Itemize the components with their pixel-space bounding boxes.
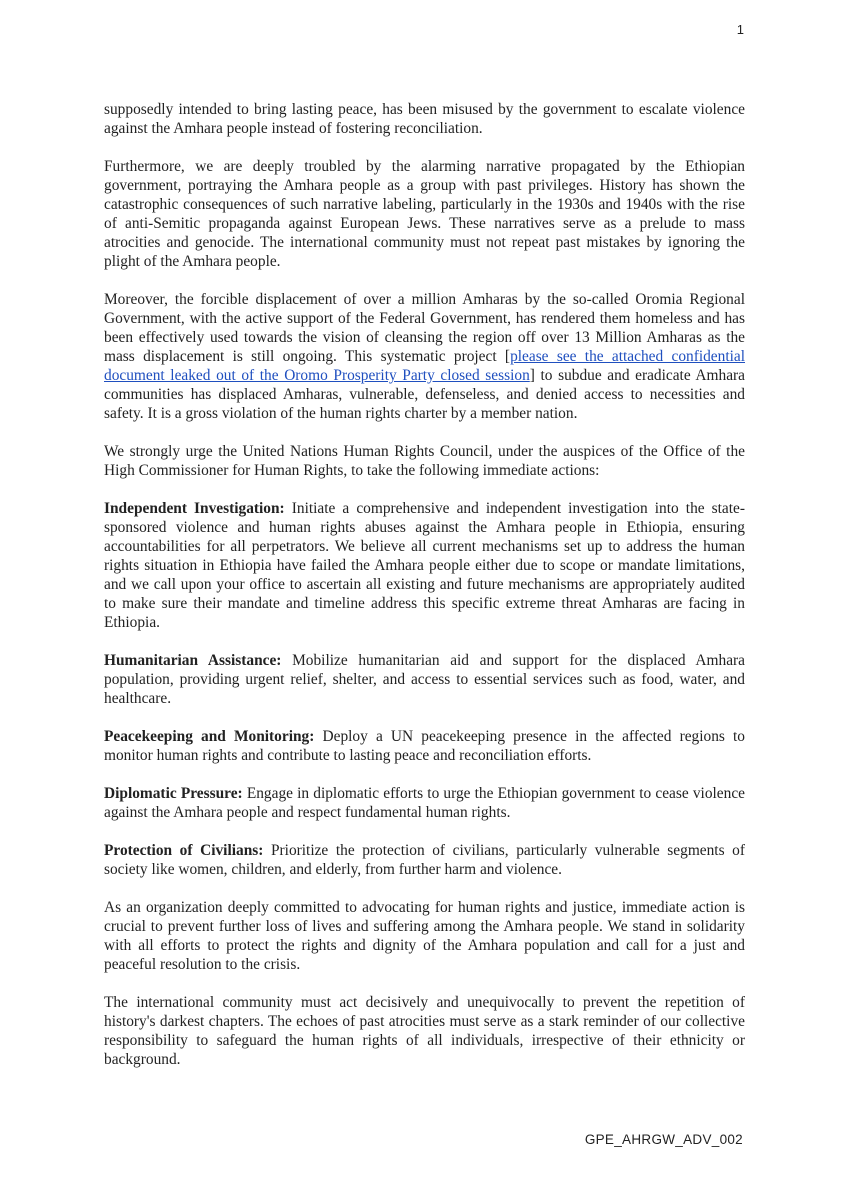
action-text: Engage in diplomatic efforts to urge the Ethiopian government to cease violence against the Amhara people and respect fundamental human rights.	[104, 785, 745, 821]
letter-body	[104, 100, 745, 1088]
paragraph-displacement	[104, 290, 745, 423]
action-text: Mobilize humanitarian aid and support for the displaced Amhara population, providing urgent relief, shelter, and access to essential services such as food, water, and healthcare.	[104, 652, 745, 707]
action-protection-civilians	[104, 841, 745, 879]
displacement-text-before: Moreover, the forcible displacement of over a million Amharas by the so-called Oromia Regional Government, with the active support of the Federal Government, has rendered them homeless and has been effectively used towards the vision of cleansing the region off over 13 Million Amharas as the mass displacement is still ongoing. This systematic project [	[104, 291, 745, 365]
action-text: Deploy a UN peacekeeping presence in the affected regions to monitor human rights and contribute to lasting peace and reconciliation efforts.	[104, 728, 745, 764]
action-heading: Peacekeeping and Monitoring:	[104, 728, 315, 745]
leaked-document-link[interactable]: please see the attached confidential document leaked out of the Oromo Prosperity Party closed session	[104, 348, 745, 384]
action-text: Prioritize the protection of civilians, particularly vulnerable segments of society like women, children, and elderly, from further harm and violence.	[104, 842, 745, 878]
paragraph-closing: The international community must act decisively and unequivocally to prevent the repetition of history's darkest chapters. The echoes of past atrocities must serve as a stark reminder of our collective responsibility to safeguard the human rights of all individuals, irrespective of their ethnicity or background.	[104, 994, 745, 1068]
action-humanitarian-assistance	[104, 651, 745, 708]
action-text: Initiate a comprehensive and independent investigation into the state-sponsored violence and human rights abuses against the Amhara people in Ethiopia, ensuring accountabilities for all perpetrators. We believe all current mechanisms set up to address the human rights situation in Ethiopia have failed the Amhara people either due to scope or mandate limitations, and we call upon your office to ascertain all existing and future mechanisms are appropriately audited to make sure their mandate and timeline address this specific extreme threat Amharas are facing in Ethiopia.	[104, 500, 745, 631]
document-code: GPE_AHRGW_ADV_002	[584, 1132, 743, 1147]
paragraph-peace-misuse: supposedly intended to bring lasting peace, has been misused by the government to escalate violence against the Amhara people instead of fostering reconciliation.	[104, 101, 745, 137]
action-heading: Protection of Civilians:	[104, 842, 264, 859]
action-heading: Humanitarian Assistance:	[104, 652, 282, 669]
paragraph-organization-commitment: As an organization deeply committed to advocating for human rights and justice, immediate action is crucial to prevent further loss of lives and suffering among the Amhara people. We stand in solidarity with all efforts to protect the rights and dignity of the Amhara population and call for a just and peaceful resolution to the crisis.	[104, 899, 745, 973]
action-independent-investigation	[104, 499, 745, 632]
action-heading: Diplomatic Pressure:	[104, 785, 243, 802]
displacement-text-after: ] to subdue and eradicate Amhara communities has displaced Amharas, vulnerable, defenseless, and denied access to necessities and safety. It is a gross violation of the human rights charter by a member nation.	[104, 367, 745, 422]
paragraph-urge: We strongly urge the United Nations Human Rights Council, under the auspices of the Office of the High Commissioner for Human Rights, to take the following immediate actions:	[104, 443, 745, 479]
action-diplomatic-pressure	[104, 784, 745, 822]
action-peacekeeping-monitoring	[104, 727, 745, 765]
page-number: 1	[736, 22, 744, 37]
paragraph-narrative: Furthermore, we are deeply troubled by the alarming narrative propagated by the Ethiopian government, portraying the Amhara people as a group with past privileges. History has shown the catastrophic consequences of such narrative labeling, particularly in the 1930s and 1940s with the rise of anti-Semitic propaganda against European Jews. These narratives serve as a prelude to mass atrocities and genocide. The international community must not repeat past mistakes by ignoring the plight of the Amhara people.	[104, 158, 745, 270]
action-heading: Independent Investigation:	[104, 500, 285, 517]
